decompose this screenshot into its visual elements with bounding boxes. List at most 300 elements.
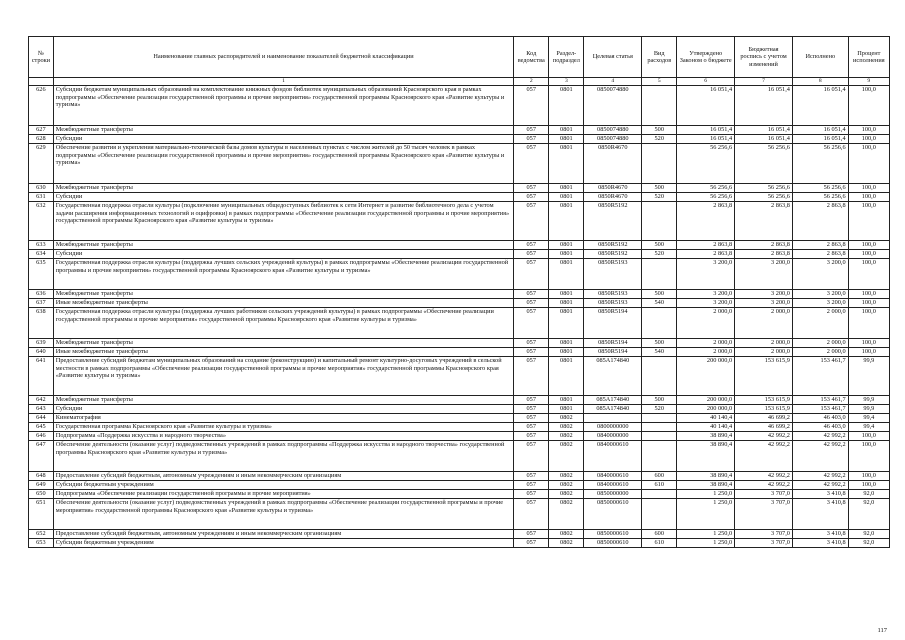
row-proc: 100,0 [848, 250, 889, 259]
budget-table-body [29, 86, 890, 548]
row-number: 633 [29, 241, 54, 250]
row-rospis: 153 615,9 [735, 396, 793, 405]
table-row [29, 530, 890, 539]
row-rospis: 42 992,2 [735, 441, 793, 472]
table-row [29, 144, 890, 184]
row-razdel: 0802 [549, 490, 584, 499]
row-number: 640 [29, 348, 54, 357]
table-row [29, 86, 890, 126]
row-celevaya: 085A174840 [584, 357, 642, 396]
row-name: Предоставление субсидий бюджетным, автономным учреждениям и иным некоммерческим организациям [53, 530, 513, 539]
row-rospis: 3 707,0 [735, 539, 793, 548]
row-rospis: 3 200,0 [735, 290, 793, 299]
row-name: Межбюджетные трансферты [53, 290, 513, 299]
row-utv: 2 000,0 [677, 308, 735, 339]
row-utv: 2 863,8 [677, 202, 735, 241]
row-ved-code: 057 [514, 126, 549, 135]
row-vid: 500 [642, 241, 677, 250]
row-proc: 100,0 [848, 299, 889, 308]
row-vid: 520 [642, 250, 677, 259]
row-isp: 46 403,0 [792, 423, 848, 432]
row-isp: 2 863,8 [792, 202, 848, 241]
table-row [29, 184, 890, 193]
row-utv: 16 051,4 [677, 126, 735, 135]
row-razdel: 0801 [549, 241, 584, 250]
row-utv: 1 250,0 [677, 499, 735, 530]
row-ved-code: 057 [514, 193, 549, 202]
row-rospis: 56 256,6 [735, 193, 793, 202]
header-row [29, 37, 890, 78]
table-row [29, 339, 890, 348]
row-number: 646 [29, 432, 54, 441]
row-rospis: 42 992,2 [735, 472, 793, 481]
row-isp: 42 992,2 [792, 472, 848, 481]
row-celevaya: 0840000610 [584, 472, 642, 481]
row-vid [642, 414, 677, 423]
row-celevaya: 0800000000 [584, 423, 642, 432]
row-vid [642, 259, 677, 290]
row-rospis: 3 707,0 [735, 490, 793, 499]
row-number: 653 [29, 539, 54, 548]
table-row [29, 357, 890, 396]
row-razdel: 0802 [549, 530, 584, 539]
row-ved-code: 057 [514, 339, 549, 348]
row-razdel: 0801 [549, 308, 584, 339]
row-vid [642, 423, 677, 432]
row-proc: 100,0 [848, 481, 889, 490]
row-vid: 610 [642, 481, 677, 490]
header-ved: Код ведомства [514, 37, 549, 78]
col-number [29, 78, 54, 86]
row-rospis: 56 256,6 [735, 144, 793, 184]
row-celevaya: 0850000610 [584, 530, 642, 539]
row-isp: 2 000,0 [792, 348, 848, 357]
row-rospis: 3 200,0 [735, 299, 793, 308]
table-row [29, 299, 890, 308]
header-vid: Вид расходов [642, 37, 677, 78]
row-number: 644 [29, 414, 54, 423]
row-number: 630 [29, 184, 54, 193]
row-proc: 100,0 [848, 339, 889, 348]
row-rospis: 153 615,9 [735, 405, 793, 414]
row-isp: 3 200,0 [792, 299, 848, 308]
row-vid [642, 357, 677, 396]
row-ved-code: 057 [514, 259, 549, 290]
row-name: Субсидии [53, 135, 513, 144]
row-vid [642, 144, 677, 184]
row-celevaya: 0850R5193 [584, 299, 642, 308]
row-isp: 3 410,8 [792, 530, 848, 539]
row-ved-code: 057 [514, 539, 549, 548]
table-row [29, 472, 890, 481]
table-row [29, 481, 890, 490]
row-isp: 3 410,8 [792, 490, 848, 499]
col-number: 8 [792, 78, 848, 86]
row-name: Субсидии бюджетным учреждениям [53, 539, 513, 548]
row-razdel: 0802 [549, 423, 584, 432]
row-razdel: 0802 [549, 481, 584, 490]
row-razdel: 0802 [549, 499, 584, 530]
col-number: 6 [677, 78, 735, 86]
row-proc: 92,0 [848, 539, 889, 548]
row-isp: 2 000,0 [792, 308, 848, 339]
row-rospis: 2 000,0 [735, 348, 793, 357]
header-rospis: Бюджетная роспись с учетом изменений [735, 37, 793, 78]
row-ved-code: 057 [514, 348, 549, 357]
table-row [29, 441, 890, 472]
row-ved-code: 057 [514, 432, 549, 441]
row-vid: 520 [642, 405, 677, 414]
row-celevaya: 0850074880 [584, 135, 642, 144]
row-isp: 3 410,8 [792, 499, 848, 530]
row-razdel: 0801 [549, 339, 584, 348]
row-celevaya: 0850R5194 [584, 308, 642, 339]
table-row [29, 193, 890, 202]
row-ved-code: 057 [514, 357, 549, 396]
row-proc: 100,0 [848, 135, 889, 144]
row-number: 652 [29, 530, 54, 539]
row-utv: 38 890,4 [677, 472, 735, 481]
row-number: 649 [29, 481, 54, 490]
row-razdel: 0801 [549, 86, 584, 126]
row-number: 628 [29, 135, 54, 144]
row-razdel: 0801 [549, 290, 584, 299]
row-celevaya: 0850R5194 [584, 339, 642, 348]
row-number: 639 [29, 339, 54, 348]
row-celevaya: 0850000610 [584, 499, 642, 530]
row-rospis: 46 699,2 [735, 423, 793, 432]
row-ved-code: 057 [514, 481, 549, 490]
header-name: Наименование главных распорядителей и наименование показателей бюджетной классификации [53, 37, 513, 78]
row-isp: 153 461,7 [792, 357, 848, 396]
row-vid [642, 490, 677, 499]
row-vid [642, 86, 677, 126]
row-proc: 100,0 [848, 432, 889, 441]
row-utv: 38 890,4 [677, 481, 735, 490]
row-name: Государственная поддержка отрасли культуры (поддержка лучших сельских учреждений культуры) в рамках подпрограммы «Обеспечение реализации государственной программы и прочие мероприятия» государственной программы Красноярского края «Развитие культуры и туризма» [53, 259, 513, 290]
row-isp: 56 256,6 [792, 193, 848, 202]
row-proc: 99,4 [848, 414, 889, 423]
row-ved-code: 057 [514, 250, 549, 259]
row-number: 643 [29, 405, 54, 414]
row-razdel: 0801 [549, 126, 584, 135]
row-razdel: 0801 [549, 250, 584, 259]
row-utv: 56 256,6 [677, 184, 735, 193]
budget-table [28, 36, 890, 548]
column-number-row [29, 78, 890, 86]
row-proc: 100,0 [848, 184, 889, 193]
row-isp: 3 200,0 [792, 259, 848, 290]
row-celevaya: 0850R4670 [584, 144, 642, 184]
row-vid: 600 [642, 472, 677, 481]
row-number: 629 [29, 144, 54, 184]
row-isp: 42 992,2 [792, 481, 848, 490]
row-name: Иные межбюджетные трансферты [53, 348, 513, 357]
row-number: 634 [29, 250, 54, 259]
row-rospis: 42 992,2 [735, 481, 793, 490]
row-ved-code: 057 [514, 241, 549, 250]
row-isp: 2 000,0 [792, 339, 848, 348]
row-vid [642, 202, 677, 241]
row-vid: 500 [642, 396, 677, 405]
table-row [29, 414, 890, 423]
row-razdel: 0801 [549, 357, 584, 396]
row-number: 647 [29, 441, 54, 472]
row-isp: 42 992,2 [792, 441, 848, 472]
table-row [29, 539, 890, 548]
row-utv: 2 000,0 [677, 339, 735, 348]
row-isp: 46 403,0 [792, 414, 848, 423]
row-isp: 16 051,4 [792, 135, 848, 144]
row-utv: 2 863,8 [677, 250, 735, 259]
row-proc: 100,0 [848, 308, 889, 339]
row-proc: 99,9 [848, 357, 889, 396]
row-vid: 520 [642, 135, 677, 144]
row-rospis: 46 699,2 [735, 414, 793, 423]
row-proc: 99,4 [848, 423, 889, 432]
row-vid [642, 499, 677, 530]
row-razdel: 0801 [549, 299, 584, 308]
col-number: 1 [53, 78, 513, 86]
row-vid: 540 [642, 348, 677, 357]
row-rospis: 153 615,9 [735, 357, 793, 396]
row-utv: 3 200,0 [677, 299, 735, 308]
table-row [29, 250, 890, 259]
row-razdel: 0801 [549, 193, 584, 202]
row-name: Межбюджетные трансферты [53, 241, 513, 250]
row-name: Кинематография [53, 414, 513, 423]
row-number: 651 [29, 499, 54, 530]
row-name: Государственная программа Красноярского края «Развитие культуры и туризма» [53, 423, 513, 432]
row-isp: 153 461,7 [792, 405, 848, 414]
row-celevaya: 0840000000 [584, 432, 642, 441]
table-row [29, 202, 890, 241]
row-name: Подпрограмма «Поддержка искусства и народного творчества» [53, 432, 513, 441]
budget-report-page [28, 36, 890, 548]
row-celevaya: 0840000610 [584, 441, 642, 472]
row-name: Предоставление субсидий бюджетным, автономным учреждениям и иным некоммерческим организациям [53, 472, 513, 481]
row-ved-code: 057 [514, 308, 549, 339]
row-celevaya: 085A174840 [584, 396, 642, 405]
header-razdel: Раздел-подраздел [549, 37, 584, 78]
row-utv: 2 000,0 [677, 348, 735, 357]
row-celevaya: 0850000000 [584, 490, 642, 499]
row-celevaya: 0840000610 [584, 481, 642, 490]
row-ved-code: 057 [514, 144, 549, 184]
col-number: 5 [642, 78, 677, 86]
row-rospis: 16 051,4 [735, 135, 793, 144]
row-razdel: 0801 [549, 144, 584, 184]
row-razdel: 0801 [549, 259, 584, 290]
row-ved-code: 057 [514, 499, 549, 530]
row-proc: 100,0 [848, 290, 889, 299]
row-razdel: 0802 [549, 539, 584, 548]
row-name: Субсидии [53, 405, 513, 414]
row-name: Межбюджетные трансферты [53, 184, 513, 193]
row-utv: 56 256,6 [677, 144, 735, 184]
col-number: 2 [514, 78, 549, 86]
row-utv: 3 200,0 [677, 259, 735, 290]
row-isp: 3 410,8 [792, 539, 848, 548]
row-isp: 3 200,0 [792, 290, 848, 299]
row-utv: 16 051,4 [677, 86, 735, 126]
row-utv: 16 051,4 [677, 135, 735, 144]
row-celevaya: 0850074880 [584, 126, 642, 135]
row-celevaya: 0850R5192 [584, 250, 642, 259]
row-celevaya: 0850074880 [584, 86, 642, 126]
row-vid [642, 441, 677, 472]
row-proc: 100,0 [848, 441, 889, 472]
row-vid: 600 [642, 530, 677, 539]
row-ved-code: 057 [514, 423, 549, 432]
row-utv: 1 250,0 [677, 490, 735, 499]
row-name: Предоставление субсидий бюджетам муниципальных образований на создание (реконструкцию) и капитальный ремонт культурно-досуговых учреждений в сельской местности в рамках подпрограммы «Обеспечение реализации государственной программы и прочие мероприятия» государственной программы Красноярского края «Развитие культуры и туризма» [53, 357, 513, 396]
row-utv: 56 256,6 [677, 193, 735, 202]
row-utv: 1 250,0 [677, 530, 735, 539]
row-celevaya: 0850R5193 [584, 259, 642, 290]
row-isp: 2 863,8 [792, 250, 848, 259]
row-ved-code: 057 [514, 184, 549, 193]
row-razdel: 0801 [549, 202, 584, 241]
row-ved-code: 057 [514, 135, 549, 144]
row-proc: 99,9 [848, 405, 889, 414]
header-proc: Процент исполнения [848, 37, 889, 78]
row-ved-code: 057 [514, 405, 549, 414]
row-celevaya: 0850R5192 [584, 202, 642, 241]
row-number: 638 [29, 308, 54, 339]
row-utv: 38 890,4 [677, 441, 735, 472]
row-vid: 540 [642, 299, 677, 308]
row-ved-code: 057 [514, 86, 549, 126]
row-utv: 3 200,0 [677, 290, 735, 299]
row-ved-code: 057 [514, 299, 549, 308]
col-number: 7 [735, 78, 793, 86]
row-rospis: 3 707,0 [735, 530, 793, 539]
row-number: 641 [29, 357, 54, 396]
row-rospis: 2 000,0 [735, 308, 793, 339]
row-celevaya: 0850R5192 [584, 241, 642, 250]
row-isp: 42 992,2 [792, 432, 848, 441]
row-razdel: 0802 [549, 472, 584, 481]
row-ved-code: 057 [514, 202, 549, 241]
table-row [29, 241, 890, 250]
row-proc: 92,0 [848, 530, 889, 539]
row-razdel: 0802 [549, 414, 584, 423]
row-vid [642, 432, 677, 441]
row-number: 631 [29, 193, 54, 202]
row-proc: 92,0 [848, 499, 889, 530]
row-vid: 500 [642, 184, 677, 193]
row-razdel: 0801 [549, 135, 584, 144]
row-rospis: 3 707,0 [735, 499, 793, 530]
row-proc: 100,0 [848, 259, 889, 290]
table-row [29, 432, 890, 441]
row-razdel: 0802 [549, 432, 584, 441]
row-utv: 200 000,0 [677, 357, 735, 396]
row-rospis: 2 863,8 [735, 241, 793, 250]
col-number: 9 [848, 78, 889, 86]
row-name: Государственная поддержка отрасли культуры (подключение муниципальных общедоступных библиотек к сети Интернет и развитие библиотечного дела с учетом задачи расширения информационных технологий и оцифровки) в рамках подпрограммы «Обеспечение реализации государственной программы и прочие мероприятия» государственной программы Красноярского края «Развитие культуры и туризма» [53, 202, 513, 241]
row-vid [642, 308, 677, 339]
row-name: Субсидии [53, 193, 513, 202]
row-ved-code: 057 [514, 472, 549, 481]
row-number: 650 [29, 490, 54, 499]
row-celevaya: 0850R5194 [584, 348, 642, 357]
row-ved-code: 057 [514, 290, 549, 299]
row-celevaya: 0850R5193 [584, 290, 642, 299]
table-row [29, 499, 890, 530]
row-celevaya: 0850000610 [584, 539, 642, 548]
row-utv: 40 140,4 [677, 414, 735, 423]
row-name: Субсидии бюджетным учреждениям [53, 481, 513, 490]
row-number: 632 [29, 202, 54, 241]
table-row [29, 348, 890, 357]
row-isp: 16 051,4 [792, 126, 848, 135]
row-proc: 100,0 [848, 348, 889, 357]
row-number: 645 [29, 423, 54, 432]
table-row [29, 405, 890, 414]
table-row [29, 308, 890, 339]
row-vid: 500 [642, 126, 677, 135]
header-isp: Исполнено [792, 37, 848, 78]
row-name: Межбюджетные трансферты [53, 126, 513, 135]
row-name: Государственная поддержка отрасли культуры (поддержка лучших работников сельских учреждений культуры) в рамках подпрограммы «Обеспечение реализации государственной программы и прочие мероприятия» государственной программы Красноярского края «Развитие культуры и туризма» [53, 308, 513, 339]
row-isp: 153 461,7 [792, 396, 848, 405]
row-celevaya [584, 414, 642, 423]
row-utv: 1 250,0 [677, 539, 735, 548]
row-number: 642 [29, 396, 54, 405]
header-utv: Утверждено Законом о бюджете [677, 37, 735, 78]
row-number: 627 [29, 126, 54, 135]
table-row [29, 135, 890, 144]
page-number: 117 [877, 627, 887, 634]
row-name: Подпрограмма «Обеспечение реализации государственной программы и прочие мероприятия» [53, 490, 513, 499]
row-proc: 100,0 [848, 126, 889, 135]
row-celevaya: 0850R4670 [584, 193, 642, 202]
table-row [29, 290, 890, 299]
row-rospis: 56 256,6 [735, 184, 793, 193]
row-razdel: 0802 [549, 441, 584, 472]
row-isp: 16 051,4 [792, 86, 848, 126]
row-rospis: 42 992,2 [735, 432, 793, 441]
header-celevaya: Целевая статья [584, 37, 642, 78]
row-number: 636 [29, 290, 54, 299]
header-num: № строки [29, 37, 54, 78]
row-proc: 100,0 [848, 202, 889, 241]
row-name: Иные межбюджетные трансферты [53, 299, 513, 308]
row-proc: 100,0 [848, 86, 889, 126]
row-rospis: 16 051,4 [735, 126, 793, 135]
col-number: 3 [549, 78, 584, 86]
row-razdel: 0801 [549, 348, 584, 357]
row-isp: 56 256,6 [792, 184, 848, 193]
table-row [29, 490, 890, 499]
row-ved-code: 057 [514, 396, 549, 405]
row-number: 635 [29, 259, 54, 290]
row-name: Субсидии [53, 250, 513, 259]
row-utv: 40 140,4 [677, 423, 735, 432]
row-ved-code: 057 [514, 441, 549, 472]
row-razdel: 0801 [549, 396, 584, 405]
col-number: 4 [584, 78, 642, 86]
table-row [29, 259, 890, 290]
row-name: Обеспечение деятельности (оказание услуг) подведомственных учреждений в рамках подпрограммы «Обеспечение реализации государственной программы и прочие мероприятия» государственной программы Красноярского края «Развитие культуры и туризма» [53, 499, 513, 530]
row-vid: 610 [642, 539, 677, 548]
row-razdel: 0801 [549, 184, 584, 193]
row-utv: 38 890,4 [677, 432, 735, 441]
row-name: Субсидии бюджетам муниципальных образований на комплектование книжных фондов библиотек муниципальных образований Красноярского края в рамках подпрограммы «Обеспечение реализации государственной программы и прочие мероприятия» государственной программы Красноярского края «Развитие культуры и туризма» [53, 86, 513, 126]
row-number: 626 [29, 86, 54, 126]
